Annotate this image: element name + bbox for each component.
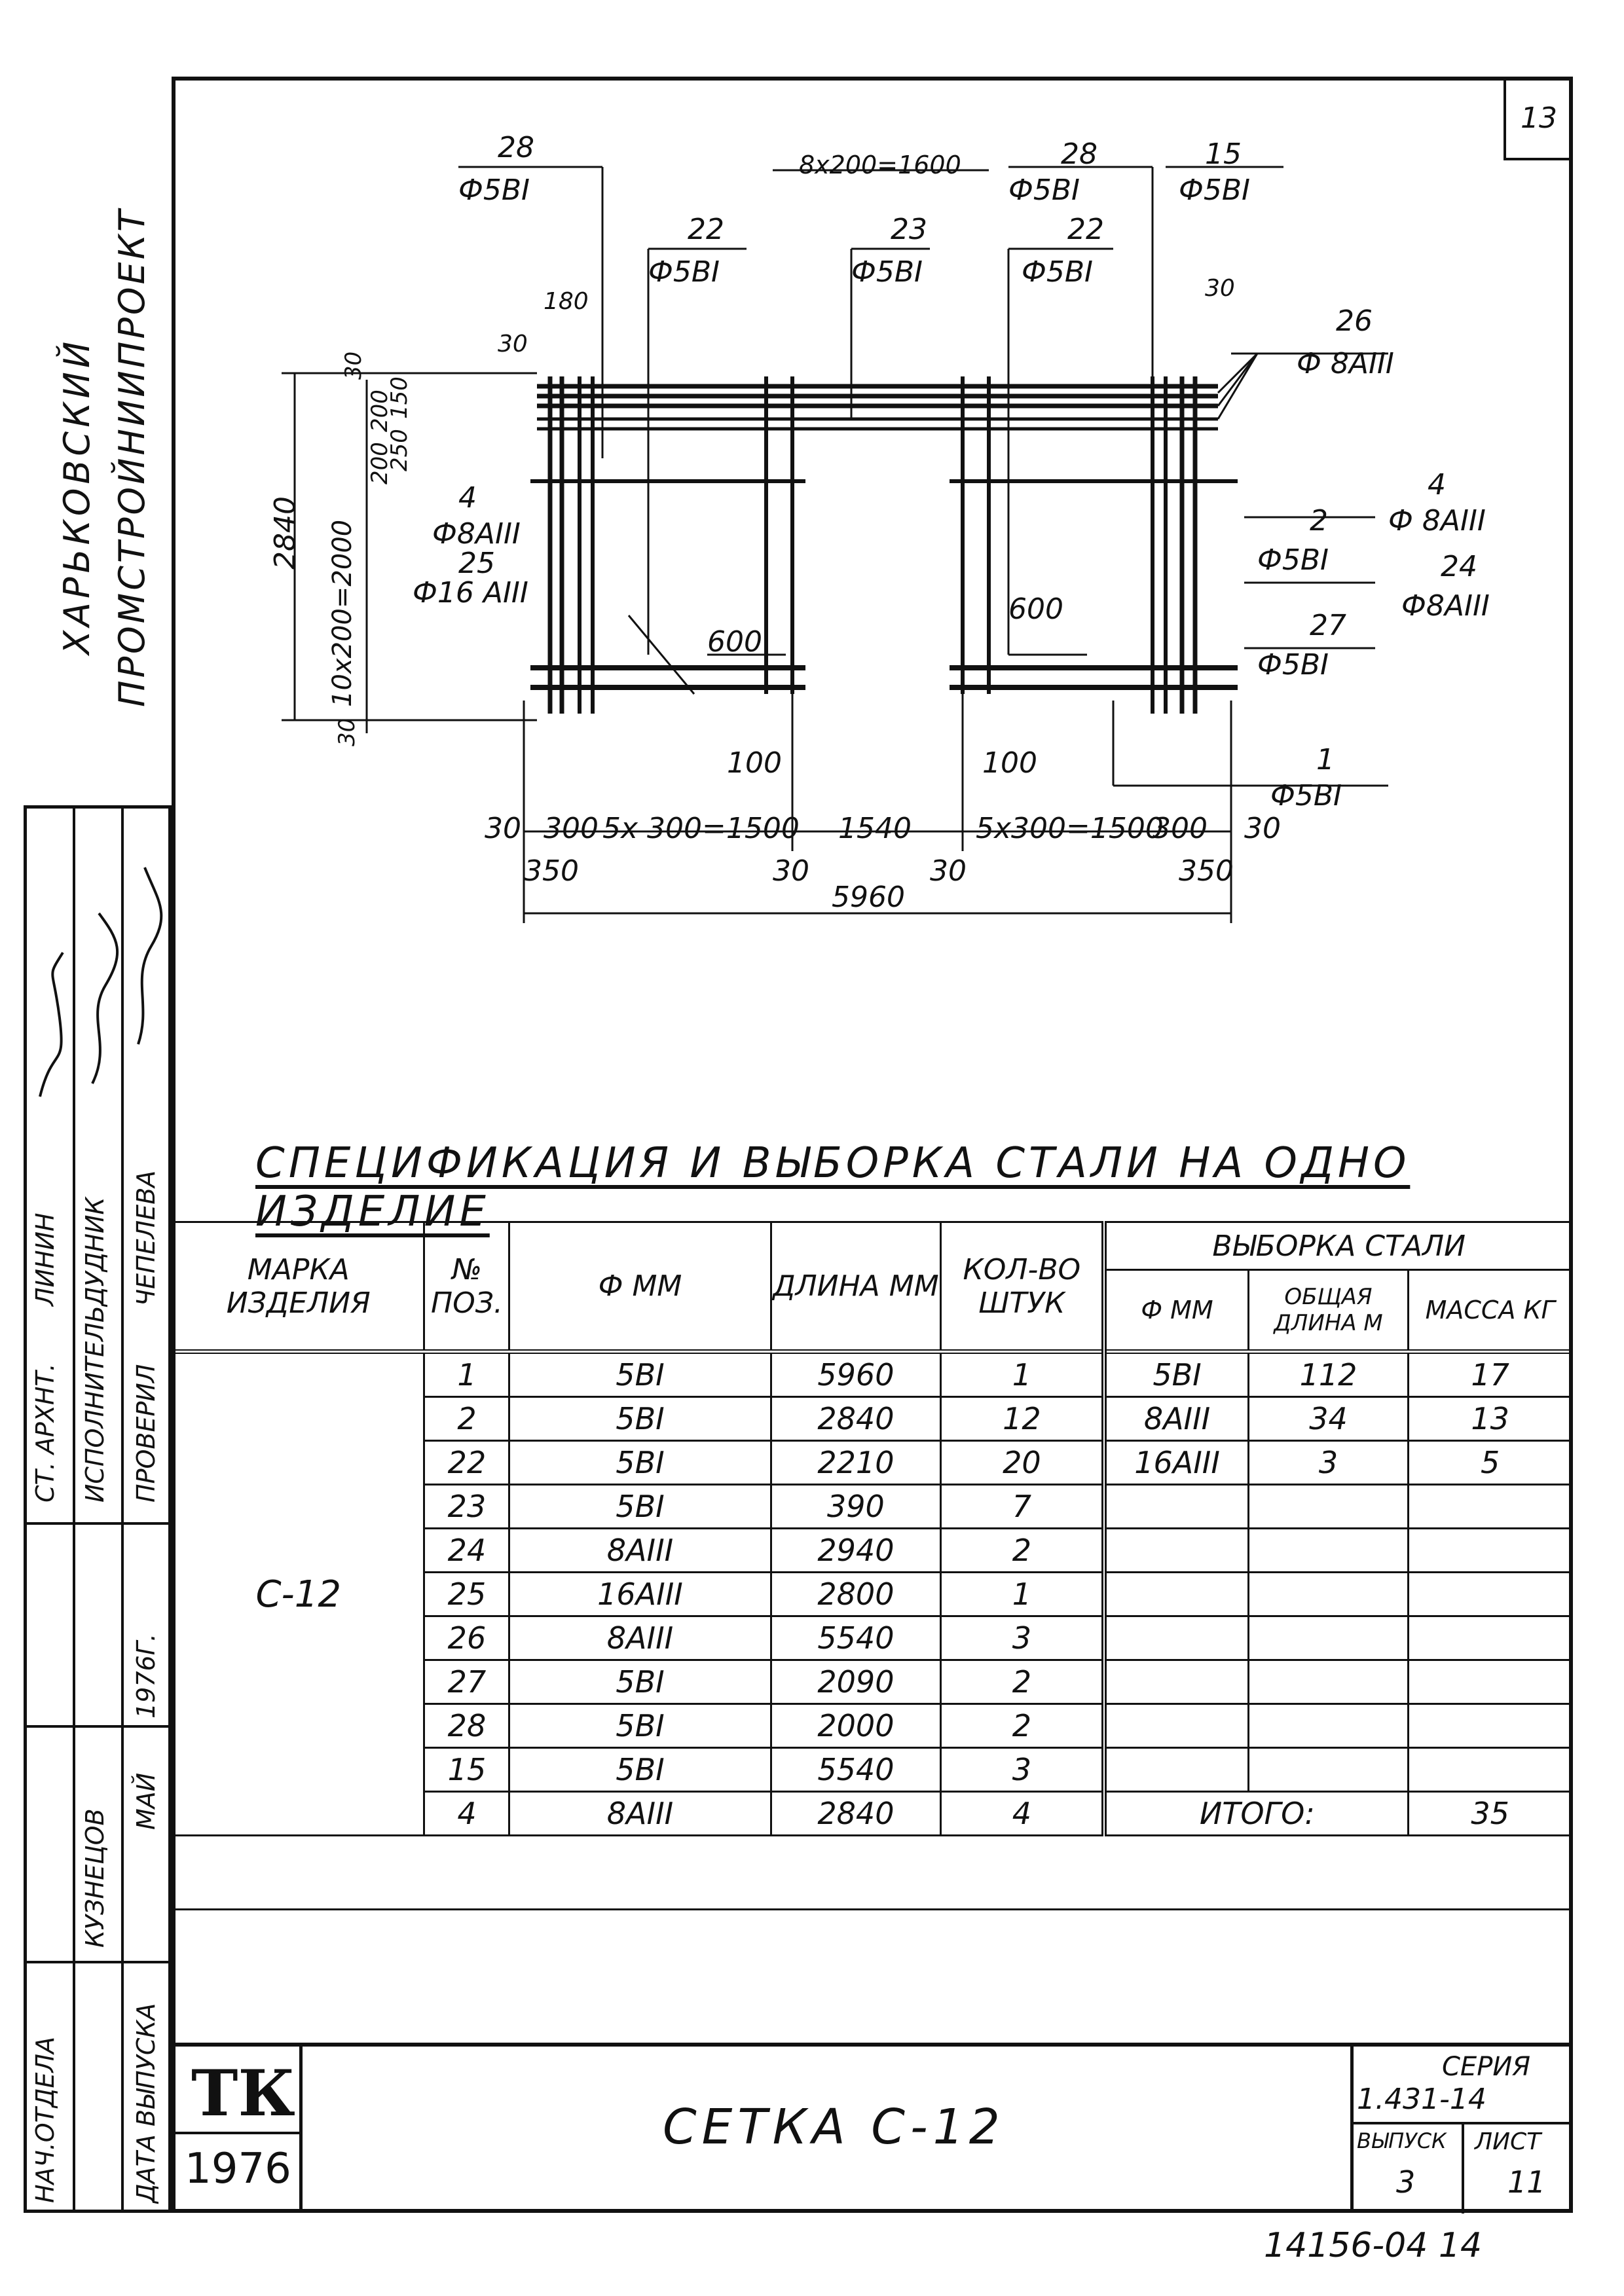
- dim-label: 600: [1008, 592, 1063, 626]
- dim-label: Ф16 АIII: [413, 576, 528, 610]
- cell-len: 2090: [771, 1660, 941, 1704]
- cell-pos: 22: [424, 1441, 509, 1485]
- cell-dia: 5ВI: [509, 1441, 771, 1485]
- series-label: СЕРИЯ: [1442, 2052, 1531, 2082]
- cell-smass: 13: [1409, 1397, 1572, 1441]
- stamp-role-arch: СТ. АРХНТ.: [31, 1363, 60, 1503]
- header-sel-mass: МАССА КГ: [1409, 1270, 1572, 1352]
- dim-label: 180: [544, 288, 589, 315]
- cell-sdia: [1104, 1704, 1248, 1748]
- issue-label: ВЫПУСК: [1357, 2128, 1447, 2153]
- cell-len: 2840: [771, 1397, 941, 1441]
- cell-qty: 4: [941, 1792, 1105, 1836]
- cell-slen: [1248, 1616, 1409, 1660]
- dim-label: 150: [386, 376, 413, 419]
- dim-label: 30: [1244, 812, 1281, 845]
- cell-sdia: ИТОГО:: [1104, 1792, 1408, 1836]
- cell-pos: 28: [424, 1704, 509, 1748]
- cell-sdia: [1104, 1573, 1248, 1616]
- cell-smass: [1409, 1704, 1572, 1748]
- cell-dia: 5ВI: [509, 1397, 771, 1441]
- cell-dia: 5ВI: [509, 1352, 771, 1397]
- cell-sdia: [1104, 1529, 1248, 1573]
- dim-label: 15: [1205, 137, 1242, 171]
- dim-label: 4: [1428, 468, 1446, 501]
- cell-len: 2940: [771, 1529, 941, 1573]
- cell-qty: 12: [941, 1397, 1105, 1441]
- cell-smass: [1409, 1748, 1572, 1792]
- header-selection: ВЫБОРКА СТАЛИ: [1104, 1222, 1572, 1270]
- sheet-title: СЕТКА С-12: [663, 2099, 1005, 2155]
- dim-label: 100: [727, 746, 782, 780]
- cell-dia: 16АIII: [509, 1573, 771, 1616]
- dim-label: Ф 8АIII: [1388, 504, 1486, 538]
- cell-qty: 2: [941, 1704, 1105, 1748]
- cell-dia: 8АIII: [509, 1529, 771, 1573]
- cell-dia: 8АIII: [509, 1616, 771, 1660]
- dim-label: 8x200=1600: [799, 151, 961, 179]
- issue-value: 3: [1396, 2164, 1416, 2200]
- dim-label: Ф5ВI: [1179, 173, 1251, 207]
- dim-label: Ф5ВI: [1270, 779, 1342, 812]
- stamp-year: 1976Г.: [132, 1633, 160, 1719]
- dim-label: 5x 300=1500: [602, 812, 800, 845]
- dim-label: 600: [707, 625, 762, 659]
- cell-len: 2210: [771, 1441, 941, 1485]
- cell-sdia: 16АIII: [1104, 1441, 1248, 1485]
- dim-label: Ф5ВI: [458, 173, 530, 207]
- stamp-role-date: ДАТА ВЫПУСКА: [132, 2003, 160, 2203]
- logo-year: 1976: [185, 2145, 291, 2193]
- cell-len: 2840: [771, 1792, 941, 1836]
- cell-qty: 3: [941, 1616, 1105, 1660]
- cell-smass: 17: [1409, 1352, 1572, 1397]
- dim-label: 25: [458, 547, 495, 580]
- table-row: [173, 1352, 1572, 1397]
- page-number: 13: [1521, 101, 1557, 135]
- dim-label: 4: [458, 481, 477, 515]
- dim-label: 2840: [268, 496, 302, 570]
- cell-len: 2000: [771, 1704, 941, 1748]
- dim-label: 24: [1441, 550, 1477, 583]
- dim-label: 22: [688, 213, 724, 246]
- spec-table: [172, 1221, 1573, 1910]
- cell-len: 2800: [771, 1573, 941, 1616]
- dim-label: Ф 8АIII: [1297, 347, 1394, 380]
- cell-sdia: [1104, 1660, 1248, 1704]
- dim-label: Ф5ВI: [1022, 255, 1094, 289]
- cell-slen: [1248, 1485, 1409, 1529]
- cell-qty: 20: [941, 1441, 1105, 1485]
- dim-label: 23: [891, 213, 927, 246]
- cell-len: 5540: [771, 1616, 941, 1660]
- dim-label: 250: [386, 429, 413, 471]
- stamp-name-chepeleva: ЧЕПЕЛЕВА: [132, 1170, 160, 1306]
- cell-slen: 3: [1248, 1441, 1409, 1485]
- cell-pos: 2: [424, 1397, 509, 1441]
- cell-len: 5960: [771, 1352, 941, 1397]
- dim-label: 30: [334, 718, 360, 746]
- cell-smass: [1409, 1660, 1572, 1704]
- cell-sdia: [1104, 1616, 1248, 1660]
- dim-label: 26: [1336, 304, 1373, 338]
- cell-sdia: 5ВI: [1104, 1352, 1248, 1397]
- cell-slen: [1248, 1748, 1409, 1792]
- header-sel-len: ОБЩАЯ ДЛИНА М: [1248, 1270, 1409, 1352]
- cell-pos: 27: [424, 1660, 509, 1704]
- cell-sdia: [1104, 1485, 1248, 1529]
- dim-label: 10x200=2000: [327, 519, 358, 707]
- cell-qty: 1: [941, 1573, 1105, 1616]
- title-block: [172, 2043, 1573, 2213]
- series-value: 1.431-14: [1357, 2083, 1486, 2116]
- cell-slen: [1248, 1660, 1409, 1704]
- cell-dia: 5ВI: [509, 1485, 771, 1529]
- dim-label: 30: [498, 331, 528, 357]
- dim-label: Ф5ВI: [1257, 543, 1329, 577]
- cell-sdia: 8АIII: [1104, 1397, 1248, 1441]
- cell-pos: 1: [424, 1352, 509, 1397]
- dim-label: 27: [1310, 609, 1346, 642]
- cell-smass: 5: [1409, 1441, 1572, 1485]
- stamp-name-dudnik: ДУДНИК: [81, 1197, 109, 1306]
- sheet-label: ЛИСТ: [1475, 2128, 1541, 2155]
- cell-qty: 2: [941, 1660, 1105, 1704]
- dim-label: 2: [1310, 504, 1328, 538]
- dim-label: 30: [341, 351, 367, 380]
- cell-smass: [1409, 1529, 1572, 1573]
- dim-label: 30: [1205, 275, 1235, 302]
- cell-pos: 4: [424, 1792, 509, 1836]
- dim-label: 350: [1179, 854, 1234, 888]
- archive-code: 14156-04 14: [1264, 2226, 1483, 2265]
- cell-pos: 25: [424, 1573, 509, 1616]
- dim-label: 1: [1316, 743, 1335, 776]
- cell-smass: [1409, 1573, 1572, 1616]
- cell-dia: 5ВI: [509, 1704, 771, 1748]
- dim-label: Ф8АIII: [432, 517, 521, 551]
- header-pos: № ПОЗ.: [424, 1222, 509, 1352]
- cell-slen: 34: [1248, 1397, 1409, 1441]
- approval-stamp: [24, 805, 172, 2213]
- spec-title: СПЕЦИФИКАЦИЯ И ВЫБОРКА СТАЛИ НА ОДНО ИЗДЕЛИЕ: [255, 1139, 1411, 1236]
- product-mark: С-12: [173, 1352, 424, 1836]
- dim-label: 5960: [832, 881, 905, 914]
- dim-label: 30: [485, 812, 521, 845]
- blank-cell: [173, 1836, 1572, 1910]
- dim-label: Ф5ВI: [1257, 648, 1329, 682]
- cell-pos: 15: [424, 1748, 509, 1792]
- cell-dia: 5ВI: [509, 1660, 771, 1704]
- cell-len: 390: [771, 1485, 941, 1529]
- dim-label: 200: [367, 390, 393, 432]
- dim-label: 1540: [838, 812, 912, 845]
- cell-qty: 7: [941, 1485, 1105, 1529]
- sheet-value: 11: [1507, 2164, 1546, 2200]
- cell-qty: 3: [941, 1748, 1105, 1792]
- cell-slen: 112: [1248, 1352, 1409, 1397]
- dim-label: Ф5ВI: [648, 255, 720, 289]
- cell-slen: [1248, 1573, 1409, 1616]
- dim-label: Ф5ВI: [1008, 173, 1080, 207]
- stamp-name-linin: ЛИНИН: [31, 1212, 60, 1306]
- dim-label: 28: [498, 131, 534, 164]
- cell-len: 5540: [771, 1748, 941, 1792]
- cell-pos: 23: [424, 1485, 509, 1529]
- header-dia: Ф ММ: [509, 1222, 771, 1352]
- org-name-line1: ХАРЬКОВСКИЙ: [56, 337, 98, 655]
- dim-label: 22: [1067, 213, 1104, 246]
- dim-label: 30: [930, 854, 967, 888]
- cell-pos: 24: [424, 1529, 509, 1573]
- header-length: ДЛИНА ММ: [771, 1222, 941, 1352]
- dim-label: Ф8АIII: [1401, 589, 1490, 623]
- cell-qty: 1: [941, 1352, 1105, 1397]
- header-sel-dia: Ф ММ: [1104, 1270, 1248, 1352]
- table-blank-row: [173, 1836, 1572, 1910]
- dim-label: 300: [544, 812, 599, 845]
- dim-label: Ф5ВI: [851, 255, 923, 289]
- cell-sdia: [1104, 1748, 1248, 1792]
- cell-pos: 26: [424, 1616, 509, 1660]
- dim-label: 100: [982, 746, 1037, 780]
- cell-qty: 2: [941, 1529, 1105, 1573]
- stamp-month: МАЙ: [132, 1772, 160, 1830]
- dim-label: 350: [524, 854, 579, 888]
- dim-label: 28: [1061, 137, 1098, 171]
- dim-label: 5x300=1500: [976, 812, 1164, 845]
- cell-smass: [1409, 1485, 1572, 1529]
- dim-label: 300: [1153, 812, 1208, 845]
- org-name-line2: ПРОМСТРОЙНИИПРОЕКТ: [111, 208, 153, 707]
- cell-smass: [1409, 1616, 1572, 1660]
- header-qty: КОЛ-ВО ШТУК: [941, 1222, 1105, 1352]
- header-mark: МАРКА ИЗДЕЛИЯ: [173, 1222, 424, 1352]
- tk-logo: ТК: [191, 2056, 295, 2130]
- mesh-drawing: [0, 0, 1624, 982]
- dim-label: 30: [773, 854, 809, 888]
- stamp-role-checked: ПРОВЕРИЛ: [132, 1364, 160, 1503]
- cell-smass: 35: [1409, 1792, 1572, 1836]
- stamp-name-kuznetsov: КУЗНЕЦОВ: [81, 1808, 109, 1948]
- cell-slen: [1248, 1529, 1409, 1573]
- cell-dia: 5ВI: [509, 1748, 771, 1792]
- stamp-role-executor: ИСПОЛНИТЕЛЬ: [81, 1305, 109, 1503]
- cell-slen: [1248, 1704, 1409, 1748]
- dim-label: 200: [367, 442, 393, 484]
- stamp-role-head: НАЧ.ОТДЕЛА: [31, 2036, 60, 2203]
- cell-dia: 8АIII: [509, 1792, 771, 1836]
